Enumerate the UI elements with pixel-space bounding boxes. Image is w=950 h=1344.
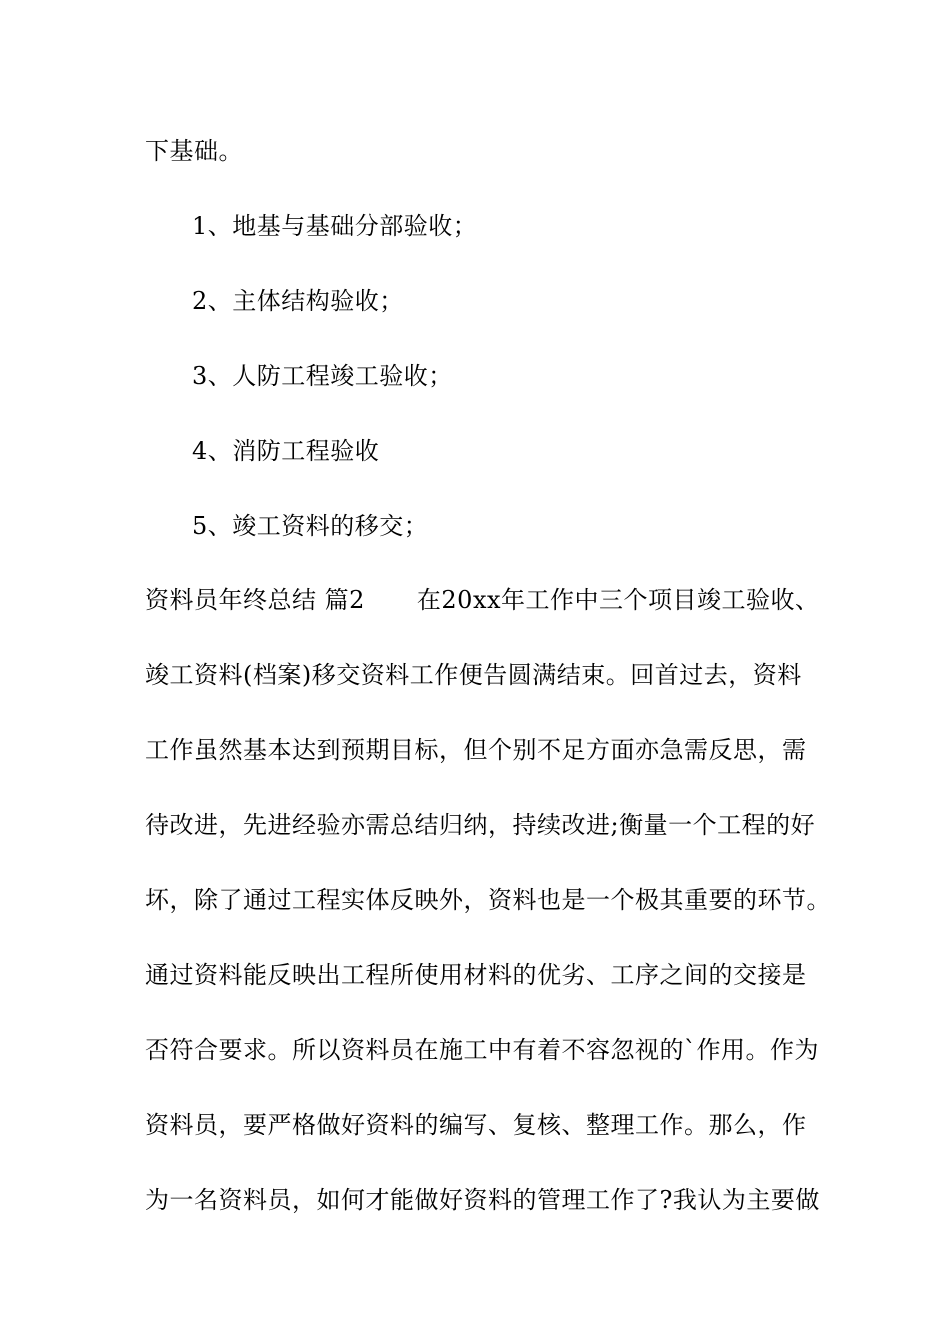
list-item: 1、地基与基础分部验收； xyxy=(192,212,478,240)
paragraph-line: 在20xx年工作中三个项目竣工验收、 xyxy=(416,586,820,614)
list-item: 2、主体结构验收； xyxy=(192,287,404,315)
paragraph-line: 否符合要求。所以资料员在施工中有着不容忽视的`作用。作为 xyxy=(145,1036,819,1064)
list-item: 5、竣工资料的移交； xyxy=(192,512,429,540)
paragraph-line: 坏，除了通过工程实体反映外，资料也是一个极其重要的环节。 xyxy=(145,886,831,914)
paragraph-line: 待改进，先进经验亦需总结归纳，持续改进;衡量一个工程的好 xyxy=(145,811,816,839)
section-heading-line xyxy=(145,585,820,615)
paragraph-line: 竣工资料(档案)移交资料工作便告圆满结束。回首过去，资料 xyxy=(145,661,802,689)
continuation-text: 下基础。 xyxy=(145,137,243,165)
section-heading: 资料员年终总结 篇2 xyxy=(145,586,365,614)
paragraph-line: 为一名资料员，如何才能做好资料的管理工作了?我认为主要做 xyxy=(145,1186,820,1214)
paragraph-line: 通过资料能反映出工程所使用材料的优劣、工序之间的交接是 xyxy=(145,961,807,989)
list-item: 4、消防工程验收 xyxy=(192,437,380,465)
paragraph-line: 工作虽然基本达到预期目标，但个别不足方面亦急需反思，需 xyxy=(145,736,807,764)
list-item: 3、人防工程竣工验收； xyxy=(192,362,453,390)
paragraph-line: 资料员，要严格做好资料的编写、复核、整理工作。那么，作 xyxy=(145,1111,807,1139)
